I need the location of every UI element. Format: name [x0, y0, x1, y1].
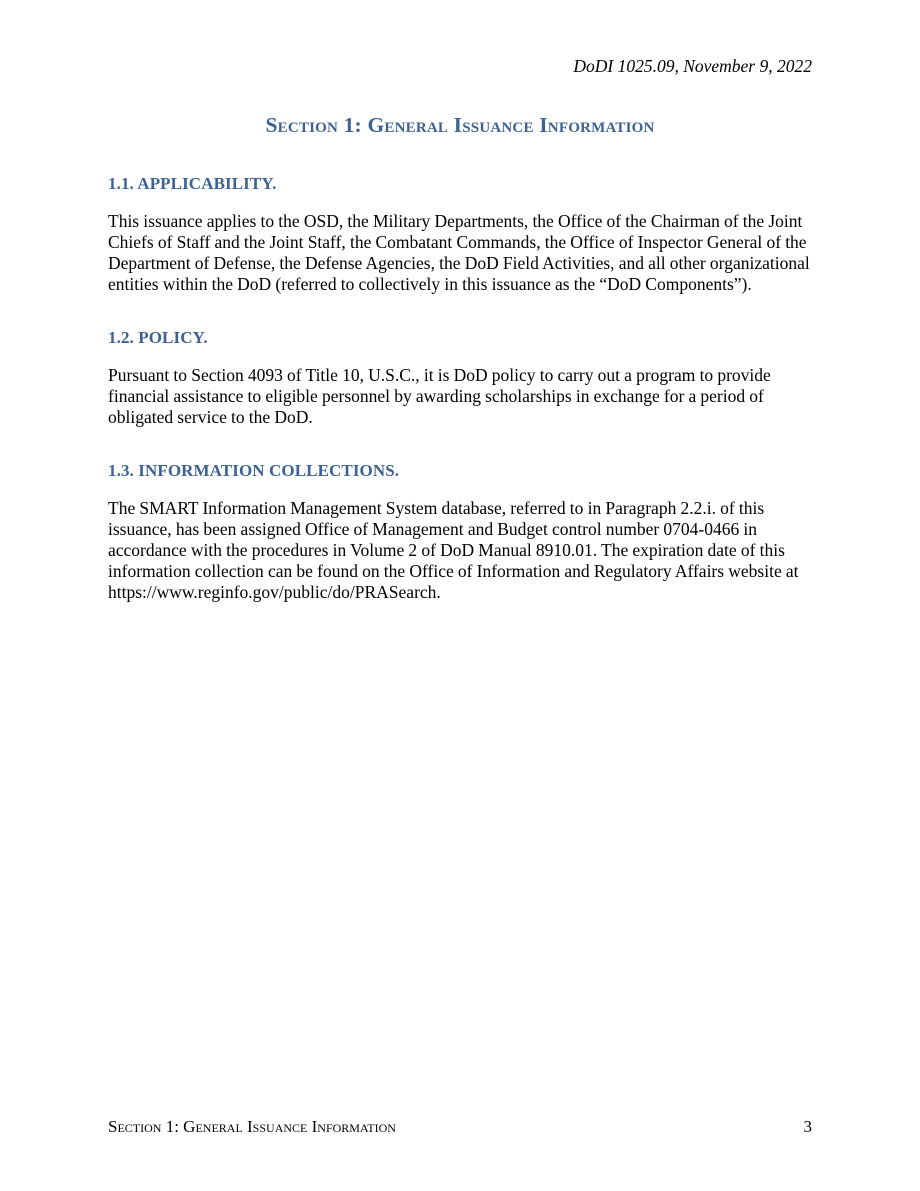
subsection-heading: 1.1. APPLICABILITY. — [108, 174, 277, 193]
document-reference-header: DoDI 1025.09, November 9, 2022 — [573, 56, 812, 76]
subsection-heading: 1.3. INFORMATION COLLECTIONS. — [108, 461, 400, 480]
footer-section-title: Section 1: General Issuance Information — [108, 1117, 396, 1136]
subsection-paragraph: Pursuant to Section 4093 of Title 10, U.S.C., it is DoD policy to carry out a program to provide financial assistance to eligible personnel by awarding scholarships in exchange for a period of obligated service to the DoD. — [108, 365, 771, 427]
section-content — [108, 173, 813, 635]
subsection-applicability — [108, 173, 813, 295]
subsection-paragraph: The SMART Information Management System database, referred to in Paragraph 2.2.i. of this issuance, has been assigned Office of Management and Budget control number 0704-0466 in accordance with the procedures in Volume 2 of DoD Manual 8910.01. The expiration date of this information collection can be found on the Office of Information and Regulatory Affairs website at https://www.reginfo.gov/public/do/PRASearch. — [108, 498, 799, 602]
subsection-information-collections — [108, 460, 813, 603]
section-title: Section 1: General Issuance Information — [265, 113, 655, 137]
subsection-policy — [108, 327, 813, 428]
page-number: 3 — [803, 1117, 812, 1136]
subsection-heading: 1.2. POLICY. — [108, 328, 208, 347]
subsection-paragraph: This issuance applies to the OSD, the Military Departments, the Office of the Chairman of the Joint Chiefs of Staff and the Joint Staff, the Combatant Commands, the Office of Inspector General of the Department of Defense, the Defense Agencies, the DoD Field Activities, and all other organizational entities within the DoD (referred to collectively in this issuance as the “DoD Components”). — [108, 211, 810, 294]
